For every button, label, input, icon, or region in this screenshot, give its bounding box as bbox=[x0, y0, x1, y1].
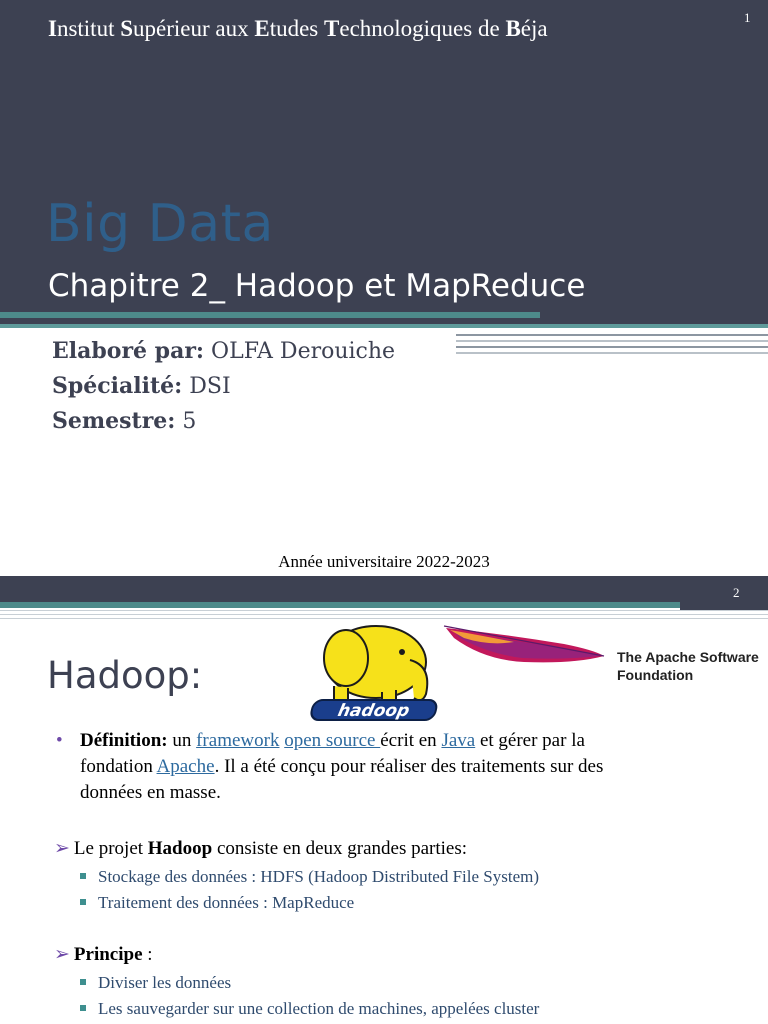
header-bar bbox=[0, 576, 768, 602]
definition-paragraph: • Définition: un framework open source écrit en Java et gérer par la fondation Apache. Il a été conçu pour réaliser des traitements sur des données en masse. bbox=[56, 730, 604, 803]
square-bullet-icon bbox=[80, 979, 86, 985]
framework-link[interactable]: framework bbox=[196, 730, 280, 751]
list-item: Diviser les données bbox=[80, 970, 231, 996]
list-item: Traitement des données : MapReduce bbox=[80, 890, 354, 916]
author-info bbox=[52, 334, 395, 439]
speciality-line: Spécialité: DSI bbox=[52, 373, 231, 399]
square-bullet-icon bbox=[80, 1005, 86, 1011]
header-accent bbox=[0, 602, 768, 608]
apache-link[interactable]: Apache bbox=[156, 756, 215, 777]
slide-number: 1 bbox=[744, 10, 751, 25]
academic-year: Année universitaire 2022-2023 bbox=[278, 552, 490, 571]
decorative-lines bbox=[456, 334, 768, 358]
logo-banner bbox=[304, 616, 768, 726]
author-line: Elaboré par: OLFA Derouiche bbox=[52, 338, 396, 364]
java-link[interactable]: Java bbox=[441, 730, 476, 751]
slide-title: Hadoop: bbox=[47, 654, 203, 697]
slide-subtitle: Chapitre 2_ Hadoop et MapReduce bbox=[48, 268, 586, 304]
bullet-dot-icon: • bbox=[56, 730, 63, 751]
slide-2 bbox=[0, 576, 768, 1024]
title-header-panel bbox=[0, 0, 768, 312]
semester-line: Semestre: 5 bbox=[52, 408, 197, 434]
header-tab bbox=[680, 576, 768, 610]
list-item: Les sauvegarder sur une collection de machines, appelées cluster bbox=[80, 996, 539, 1022]
square-bullet-icon bbox=[80, 899, 86, 905]
list-item: Stockage des données : HDFS (Hadoop Distributed File System) bbox=[80, 864, 539, 890]
hadoop-wordmark: hadoop bbox=[335, 701, 412, 721]
slide-title: Big Data bbox=[46, 194, 274, 254]
apache-foundation-text: The Apache Software Foundation bbox=[617, 649, 759, 683]
institute-name: Institut Supérieur aux Etudes Technologiques de Béja bbox=[48, 16, 548, 41]
square-bullet-icon bbox=[80, 873, 86, 879]
open-source-link[interactable]: open source bbox=[284, 730, 381, 751]
arrow-bullet-icon: ➢ bbox=[54, 838, 70, 859]
principle-line: ➢ Principe : bbox=[54, 944, 153, 965]
project-line: ➢ Le projet Hadoop consiste en deux grandes parties: bbox=[54, 838, 468, 859]
decorative-band bbox=[0, 324, 768, 328]
arrow-bullet-icon: ➢ bbox=[54, 944, 70, 965]
slide-number: 2 bbox=[733, 585, 740, 600]
